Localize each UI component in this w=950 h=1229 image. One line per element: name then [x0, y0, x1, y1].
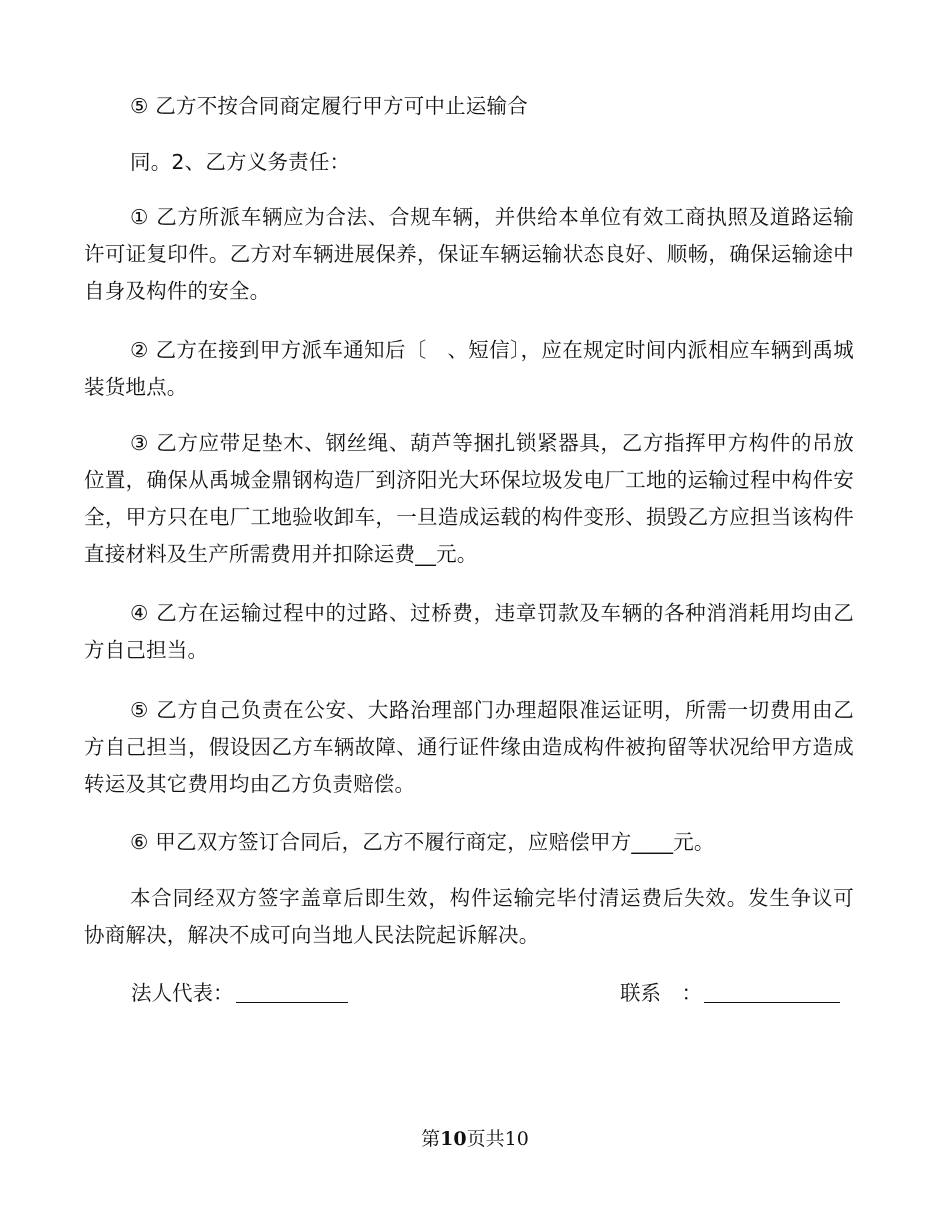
legal-representative-blank-line: [236, 1001, 348, 1003]
footer-total-pages: 10: [504, 1128, 529, 1150]
paragraph-6: ④ 乙方在运输过程中的过路、过桥费，违章罚款及车辆的各种消消耗用均由乙方自己担当。: [84, 601, 854, 662]
signature-row: [131, 975, 851, 1012]
contact-field: [620, 975, 840, 1012]
paragraph-8: ⑥ 甲乙双方签订合同后，乙方不履行商定，应赔偿甲方____元。: [130, 830, 715, 854]
contact-label: 联系 ：: [620, 981, 702, 1005]
footer-current-page: 10: [440, 1128, 467, 1150]
paragraph-4: ② 乙方在接到甲方派车通知后〔 、短信〕，应在规定时间内派相应车辆到禹城装货地点。: [84, 338, 854, 399]
paragraph-3: ① 乙方所派车辆应为合法、合规车辆，并供给本单位有效工商执照及道路运输许可证复印件。乙方对车辆进展保养，保证车辆运输状态良好、顺畅，确保运输途中自身及构件的安全。: [84, 205, 854, 303]
paragraph-1: ⑤ 乙方不按合同商定履行甲方可中止运输合: [130, 94, 528, 118]
page-footer: [0, 1124, 950, 1154]
paragraph-5: ③ 乙方应带足垫木、钢丝绳、葫芦等捆扎锁紧器具，乙方指挥甲方构件的吊放位置，确保从禹城金鼎钢构造厂到济阳光大环保垃圾发电厂工地的运输过程中构件安全，甲方只在电厂工地验收卸车，一旦造成运载的构件变形、损毁乙方应担当该构件直接材料及生产所需费用并扣除运费__元。: [84, 431, 854, 566]
footer-prefix: 第: [421, 1128, 441, 1150]
legal-representative-label: 法人代表：: [131, 981, 234, 1005]
paragraph-9: 本合同经双方签字盖章后即生效，构件运输完毕付清运费后失效。发生争议可协商解决，解决不成可向当地人民法院起诉解决。: [84, 886, 854, 947]
legal-representative-field: [131, 975, 348, 1012]
paragraph-7: ⑤ 乙方自己负责在公安、大路治理部门办理超限准运证明，所需一切费用由乙方自己担当，假设因乙方车辆故障、通行证件缘由造成构件被拘留等状况给甲方造成转运及其它费用均由乙方负责赔偿。: [84, 698, 854, 796]
paragraph-2: 同。2、乙方义务责任：: [130, 150, 351, 174]
contact-blank-line: [704, 1001, 840, 1003]
footer-middle: 页共: [466, 1128, 505, 1150]
